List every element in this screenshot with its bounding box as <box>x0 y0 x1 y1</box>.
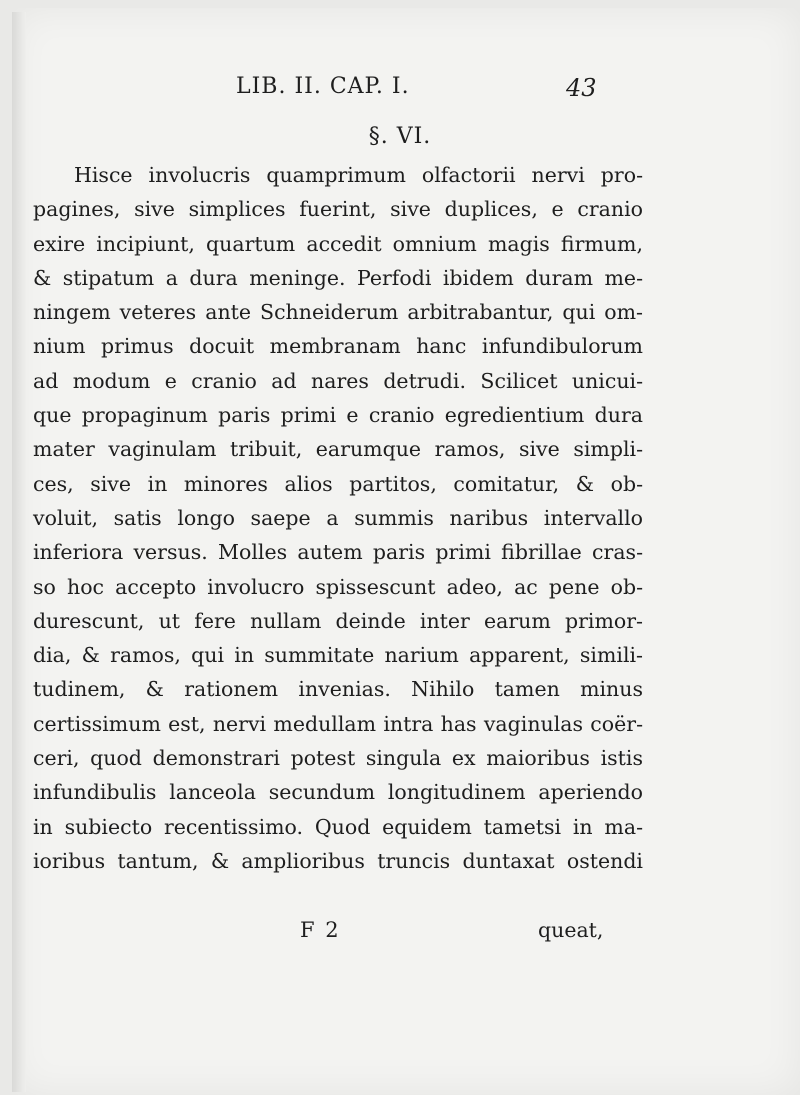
text-line: tudinem, & rationem invenias. Nihilo tamen minus <box>33 677 643 702</box>
signature-mark: F 2 <box>300 918 341 942</box>
text-line: ceri, quod demonstrari potest singula ex maioribus istis <box>33 746 643 771</box>
text-line: ad modum e cranio ad nares detrudi. Scilicet unicui- <box>33 368 643 393</box>
text-line: inferiora versus. Molles autem paris primi fibrillae cras- <box>33 540 643 565</box>
text-line: ioribus tantum, & amplioribus truncis duntaxat ostendi <box>33 848 643 873</box>
text-line: exire incipiunt, quartum accedit omnium magis firmum, <box>33 231 643 256</box>
text-line: Hisce involucris quamprimum olfactorii nervi pro- <box>74 163 643 187</box>
text-line: so hoc accepto involucro spissescunt adeo, ac pene ob- <box>33 574 643 599</box>
text-line: voluit, satis longo saepe a summis naribus intervallo <box>33 505 643 530</box>
text-line: in subiecto recentissimo. Quod equidem tametsi in ma- <box>33 814 643 839</box>
text-line: infundibulis lanceola secundum longitudinem aperiendo <box>33 780 643 805</box>
text-line: certissimum est, nervi medullam intra has vaginulas coër- <box>33 711 643 736</box>
text-line: que propaginum paris primi e cranio egredientium dura <box>33 403 643 428</box>
text-line: ces, sive in minores alios partitos, comitatur, & ob- <box>33 471 643 496</box>
text-line: dia, & ramos, qui in summitate narium apparent, simili- <box>33 643 643 668</box>
catchword: queat, <box>538 918 604 942</box>
page-number: 43 <box>566 74 597 102</box>
text-line: nium primus docuit membranam hanc infundibulorum <box>33 334 643 359</box>
text-line: ningem veteres ante Schneiderum arbitrabantur, qui om- <box>33 300 643 325</box>
text-line: & stipatum a dura meninge. Perfodi ibidem duram me- <box>33 265 643 290</box>
section-heading: §. VI. <box>368 124 432 149</box>
page-header <box>0 74 800 114</box>
body-text <box>33 158 643 878</box>
page-footer <box>0 918 800 952</box>
running-head: LIB. II. CAP. I. <box>236 74 410 99</box>
text-line: mater vaginulam tribuit, earumque ramos, sive simpli- <box>33 437 643 462</box>
text-line: durescunt, ut fere nullam deinde inter earum primor- <box>33 608 643 633</box>
text-line: pagines, sive simplices fuerint, sive duplices, e cranio <box>33 197 643 222</box>
